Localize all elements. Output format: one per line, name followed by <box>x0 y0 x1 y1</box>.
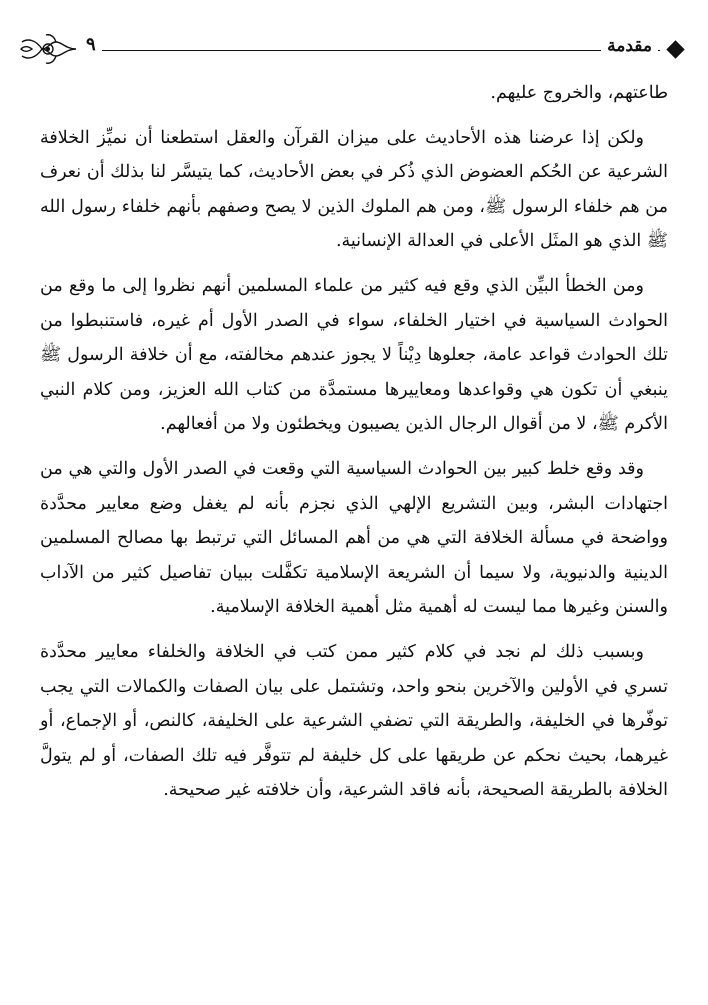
diamond-ornament-icon <box>666 40 684 58</box>
page-body <box>40 76 668 818</box>
floral-ornament-icon <box>18 32 78 66</box>
paragraph: وبسبب ذلك لم نجد في كلام كثير ممن كتب في الخلافة والخلفاء معايير محدَّدة تسري في الأولين والآخرين بنحو واحد، وتشتمل على بيان الصفات والكمالات التي يجب توفّرها في الخليفة، والطريقة التي تضفي الشرعية على الخليفة، كالنص، أو الإجماع، أو غيرهما، بحيث نحكم عن طريقها على كل خليفة لم تتوفَّر فيه تلك الصفات، أو لم يتولَّ الخلافة بالطريقة الصحيحة، بأنه فاقد الشرعية، وأن خلافته غير صحيحة. <box>40 641 668 801</box>
header-rule <box>88 50 660 51</box>
paragraph: وقد وقع خلط كبير بين الحوادث السياسية التي وقعت في الصدر الأول والتي هي من اجتهادات البشر، وبين التشريع الإلهي الذي نجزم بأنه لم يغفل وضع معايير محدَّدة وواضحة في مسألة الخلافة التي هي من أهم المسائل التي ترتبط بها مصالح المسلمين الدينية والدنيوية، ولا سيما أن الشريعة الإسلامية تكفَّلت ببيان تفاصيل كثير من الآداب والسنن وغيرها مما ليست له أهمية مثل أهمية الخلافة الإسلامية. <box>40 458 668 618</box>
paragraph: ولكن إذا عرضنا هذه الأحاديث على ميزان القرآن والعقل استطعنا أن نميِّز الخلافة الشرعية عن الحُكم العضوض الذي ذُكر في بعض الأحاديث، كما يتيسَّر لنا بذلك أن نعرف من هم خلفاء الرسول ﷺ، ومن هم الملوك الذين لا يصح وصفهم بأنهم خلفاء رسول الله ﷺ الذي هو المثَل الأعلى في العدالة الإنسانية. <box>40 127 668 252</box>
paragraph: ومن الخطأ البيِّن الذي وقع فيه كثير من علماء المسلمين أنهم نظروا إلى ما وقع من الحوادث السياسية في اختيار الخلفاء، سواء في الصدر الأول أم غيره، فاستنبطوا من تلك الحوادث قواعد عامة، جعلوها دِيْناً لا يجوز عندهم مخالفته، مع أن خلافة الرسول ﷺ ينبغي أن تكون هي وقواعدها ومعاييرها مستمدَّة من كتاب الله العزيز، ومن كلام النبي الأكرم ﷺ، لا من أقوال الرجال الذين يصيبون ويخطئون ولا من أفعالهم. <box>40 275 668 435</box>
chapter-title: مقدمة <box>601 36 658 56</box>
page-number: ٩ <box>80 34 102 55</box>
paragraph-continuation: طاعتهم، والخروج عليهم. <box>490 83 668 103</box>
page-header <box>18 30 688 68</box>
